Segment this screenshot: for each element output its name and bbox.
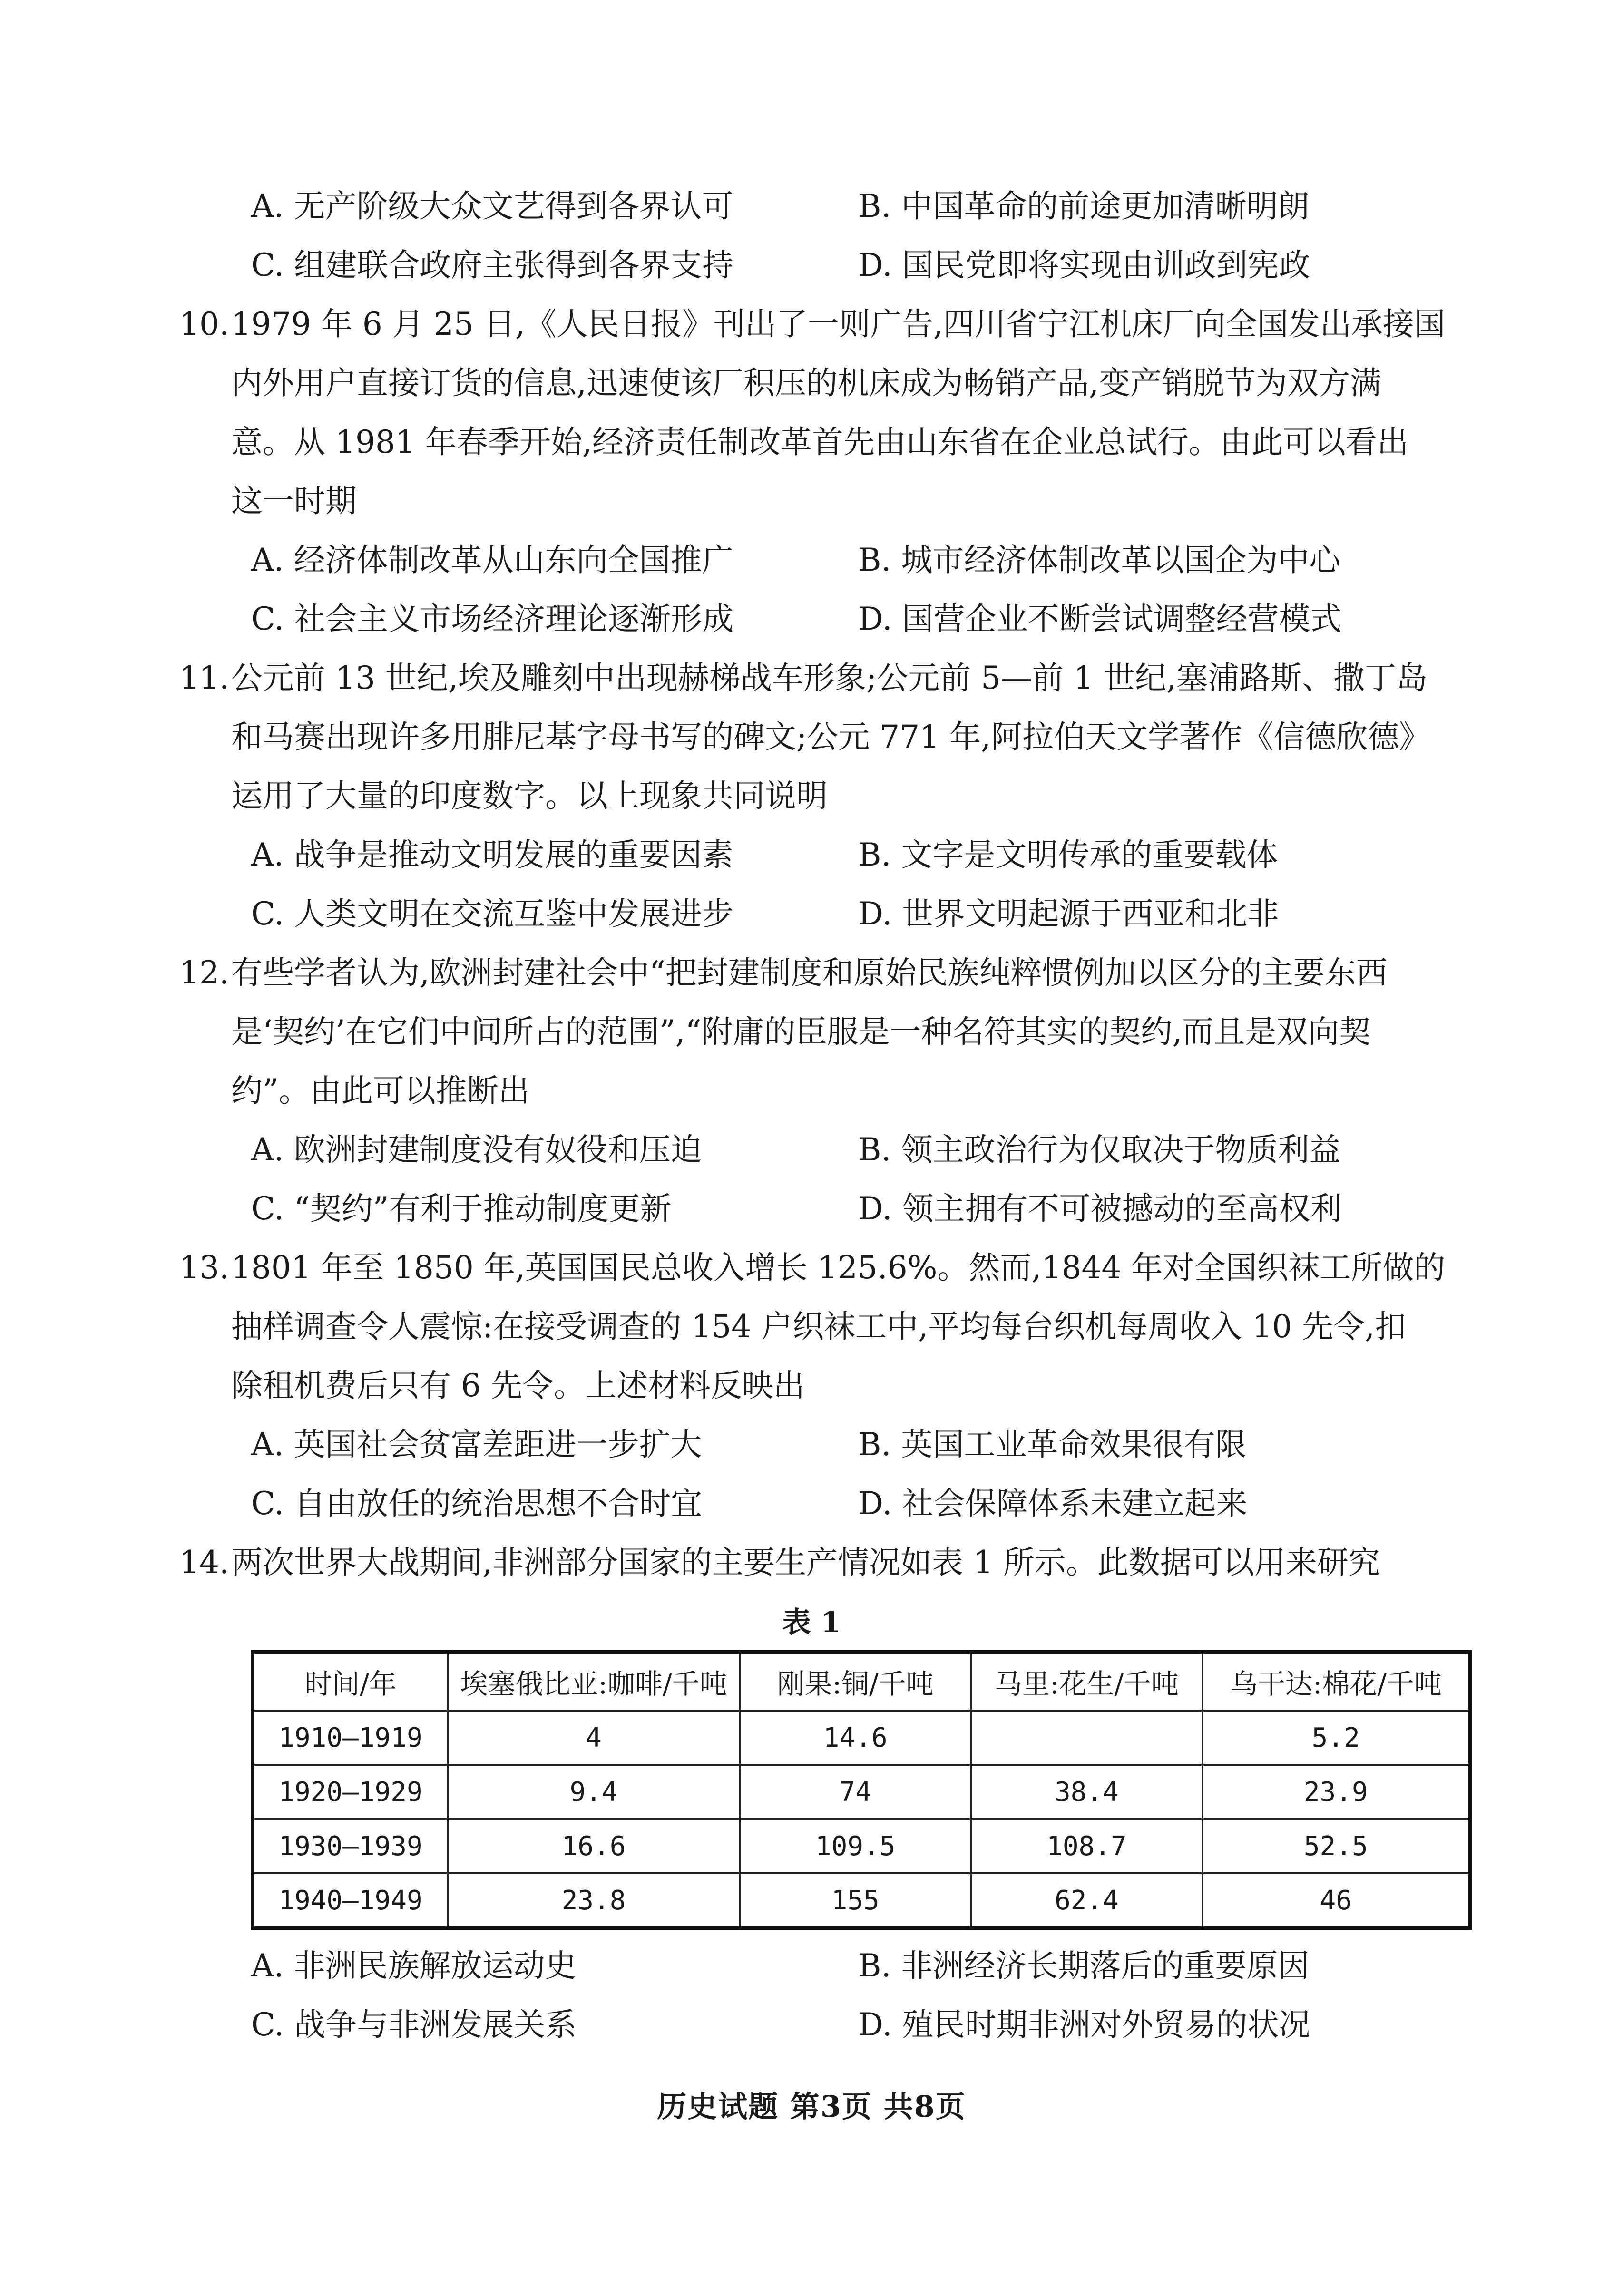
table-cell: 23.9 [1203,1765,1470,1819]
table-cell: 9.4 [448,1765,740,1819]
q12-option-d: D. 领主拥有不可被撼动的至高权利 [858,1190,1342,1227]
q10-line-3: 意。从 1981 年春季开始,经济责任制改革首先由山东省在企业总试行。由此可以看出 [231,424,1408,460]
q12-options-row-2 [251,1179,1474,1238]
q12-line-2: 是‘契约’在它们中间所占的范围”,“附庸的臣服是一种名符其实的契约,而且是双向契 [231,1013,1371,1050]
q13-line-1: 1801 年至 1850 年,英国国民总收入增长 125.6%。然而,1844 年对全国织袜工所做的 [231,1249,1446,1286]
q10-option-d: D. 国营企业不断尝试调整经营模式 [858,601,1342,637]
table-cell: 16.6 [448,1819,740,1873]
q9-options [251,177,1474,295]
q13-option-c: C. 自由放任的统治思想不合时宜 [251,1485,703,1522]
q11-line-1: 公元前 13 世纪,埃及雕刻中出现赫梯战车形象;公元前 5—前 1 世纪,塞浦路斯、撒丁岛 [231,660,1428,696]
table-header-cell: 乌干达:棉花/千吨 [1203,1652,1470,1711]
q14-line-1: 两次世界大战期间,非洲部分国家的主要生产情况如表 1 所示。此数据可以用来研究 [231,1544,1380,1581]
table-header-cell: 时间/年 [253,1652,448,1711]
q10-option-a: A. 经济体制改革从山东向全国推广 [251,542,733,578]
q12-option-c: C. “契约”有利于推动制度更新 [251,1190,672,1227]
table-cell: 38.4 [971,1765,1202,1819]
q14-options-row-2 [251,1995,1474,2054]
q13-option-a: A. 英国社会贫富差距进一步扩大 [251,1426,702,1463]
table-cell: 1930—1939 [253,1819,448,1873]
q13-stem [179,1238,1473,1415]
q11-line-3: 运用了大量的印度数字。以上现象共同说明 [231,778,828,814]
q9-options-row-2 [251,236,1474,295]
q9-options-row-1 [251,177,1474,236]
production-table [251,1650,1472,1930]
q11-stem [179,649,1473,826]
table-header-cell: 马里:花生/千吨 [971,1652,1202,1711]
table-cell: 74 [740,1765,971,1819]
table-cell: 52.5 [1203,1819,1470,1873]
q11-options [251,826,1474,944]
table-header-cell: 埃塞俄比亚:咖啡/千吨 [448,1652,740,1711]
q11-line-2: 和马赛出现许多用腓尼基字母书写的碑文;公元 771 年,阿拉伯天文学著作《信德欣德》 [231,719,1431,755]
q14-options [251,1936,1474,2054]
q9-option-c: C. 组建联合政府主张得到各界支持 [251,247,734,283]
q12-line-1: 有些学者认为,欧洲封建社会中“把封建制度和原始民族纯粹惯例加以区分的主要东西 [231,954,1388,991]
q13-line-3: 除租机费后只有 6 先令。上述材料反映出 [231,1367,805,1404]
q12-line-3: 约”。由此可以推断出 [231,1072,530,1109]
table-cell: 155 [740,1873,971,1928]
table-row [253,1765,1470,1819]
table-row [253,1873,1470,1928]
q10-options-row-2 [251,590,1474,649]
q9-option-a: A. 无产阶级大众文艺得到各界认可 [251,188,733,224]
q10-option-b: B. 城市经济体制改革以国企为中心 [858,542,1341,578]
table-row [253,1711,1470,1765]
q11-number: 11. [179,660,229,696]
table-header-cell: 刚果:铜/千吨 [740,1652,971,1711]
q10-options [251,531,1474,649]
page-footer: 历史试题 第3页 共8页 [657,2089,966,2124]
table-cell: 109.5 [740,1819,971,1873]
table-row [253,1819,1470,1873]
q14-stem [179,1533,1473,1592]
table-cell: 108.7 [971,1819,1202,1873]
q14-number: 14. [179,1544,229,1581]
table-cell: 5.2 [1203,1711,1470,1765]
q14-option-b: B. 非洲经济长期落后的重要原因 [858,1947,1310,1984]
q14-option-d: D. 殖民时期非洲对外贸易的状况 [858,2006,1310,2043]
q10-stem [179,295,1473,531]
table-cell: 1920—1929 [253,1765,448,1819]
q10-line-2: 内外用户直接订货的信息,迅速使该厂积压的机床成为畅销产品,变产销脱节为双方满 [231,365,1381,401]
q12-number: 12. [179,954,229,991]
q10-options-row-1 [251,531,1474,590]
q13-option-b: B. 英国工业革命效果很有限 [858,1426,1247,1463]
q14-option-a: A. 非洲民族解放运动史 [251,1947,577,1984]
q13-options-row-2 [251,1474,1474,1533]
q10-line-1: 1979 年 6 月 25 日,《人民日报》刊出了一则广告,四川省宁江机床厂向全国发出承接国 [231,306,1446,342]
q13-options [251,1415,1474,1533]
table-cell: 23.8 [448,1873,740,1928]
q11-options-row-1 [251,826,1474,885]
q11-option-d: D. 世界文明起源于西亚和北非 [858,895,1279,932]
q10-option-c: C. 社会主义市场经济理论逐渐形成 [251,601,734,637]
q9-option-b: B. 中国革命的前途更加清晰明朗 [858,188,1310,224]
q12-options [251,1120,1474,1238]
table-cell: 46 [1203,1873,1470,1928]
q14-options-row-1 [251,1936,1474,1995]
q14-option-c: C. 战争与非洲发展关系 [251,2006,577,2043]
q13-line-2: 抽样调查令人震惊:在接受调查的 154 户织袜工中,平均每台织机每周收入 10 先令,扣 [231,1308,1407,1345]
q9-option-d: D. 国民党即将实现由训政到宪政 [858,247,1310,283]
q13-option-d: D. 社会保障体系未建立起来 [858,1485,1248,1522]
table-cell: 14.6 [740,1711,971,1765]
q13-options-row-1 [251,1415,1474,1474]
q12-option-b: B. 领主政治行为仅取决于物质利益 [858,1131,1341,1168]
table-cell [971,1711,1202,1765]
table-cell: 1940—1949 [253,1873,448,1928]
q10-number: 10. [179,306,229,342]
table-cell: 62.4 [971,1873,1202,1928]
q11-option-a: A. 战争是推动文明发展的重要因素 [251,837,733,873]
q12-option-a: A. 欧洲封建制度没有奴役和压迫 [251,1131,702,1168]
q13-number: 13. [179,1249,229,1286]
q11-option-c: C. 人类文明在交流互鉴中发展进步 [251,895,734,932]
table-cell: 4 [448,1711,740,1765]
table-caption: 表 1 [782,1606,841,1639]
q12-options-row-1 [251,1120,1474,1179]
table-cell: 1910—1919 [253,1711,448,1765]
q12-stem [179,944,1473,1120]
table-header-row [253,1652,1470,1711]
q11-options-row-2 [251,885,1474,944]
q10-line-4: 这一时期 [231,483,357,519]
q11-option-b: B. 文字是文明传承的重要载体 [858,837,1278,873]
